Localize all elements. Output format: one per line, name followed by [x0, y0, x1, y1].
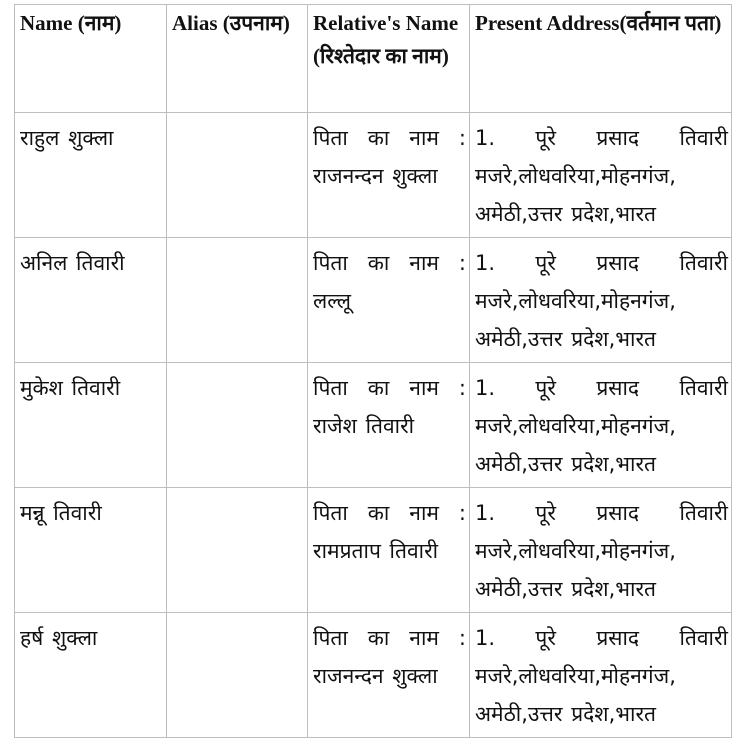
name-cell: अनिल तिवारी: [15, 238, 167, 363]
alias-cell: [167, 613, 308, 738]
header-alias: Alias (उपनाम): [167, 5, 308, 113]
alias-cell: [167, 488, 308, 613]
name-cell: मन्नू तिवारी: [15, 488, 167, 613]
table-row: [15, 113, 732, 238]
relative-cell: पिता का नाम : राजनन्दन शुक्ला: [308, 613, 470, 738]
address-cell: 1. पूरे प्रसाद तिवारी मजरे,लोधवरिया,मोहनगंज, अमेठी,उत्तर प्रदेश,भारत: [470, 363, 732, 488]
table-row: [15, 613, 732, 738]
table-row: [15, 363, 732, 488]
header-relative-name: Relative's Name (रिश्तेदार का नाम): [308, 5, 470, 113]
name-cell: राहुल शुक्ला: [15, 113, 167, 238]
relative-cell: पिता का नाम : राजेश तिवारी: [308, 363, 470, 488]
table-header-row: [15, 5, 732, 113]
table-row: [15, 238, 732, 363]
address-cell: 1. पूरे प्रसाद तिवारी मजरे,लोधवरिया,मोहनगंज, अमेठी,उत्तर प्रदेश,भारत: [470, 113, 732, 238]
name-cell: हर्ष शुक्ला: [15, 613, 167, 738]
accused-details-table: [14, 4, 732, 738]
address-cell: 1. पूरे प्रसाद तिवारी मजरे,लोधवरिया,मोहनगंज, अमेठी,उत्तर प्रदेश,भारत: [470, 238, 732, 363]
table-row: [15, 488, 732, 613]
relative-cell: पिता का नाम : लल्लू: [308, 238, 470, 363]
name-cell: मुकेश तिवारी: [15, 363, 167, 488]
alias-cell: [167, 113, 308, 238]
address-cell: 1. पूरे प्रसाद तिवारी मजरे,लोधवरिया,मोहनगंज, अमेठी,उत्तर प्रदेश,भारत: [470, 488, 732, 613]
header-name: Name (नाम): [15, 5, 167, 113]
address-cell: 1. पूरे प्रसाद तिवारी मजरे,लोधवरिया,मोहनगंज, अमेठी,उत्तर प्रदेश,भारत: [470, 613, 732, 738]
relative-cell: पिता का नाम : रामप्रताप तिवारी: [308, 488, 470, 613]
alias-cell: [167, 363, 308, 488]
relative-cell: पिता का नाम : राजनन्दन शुक्ला: [308, 113, 470, 238]
alias-cell: [167, 238, 308, 363]
header-present-address: Present Address(वर्तमान पता): [470, 5, 732, 113]
